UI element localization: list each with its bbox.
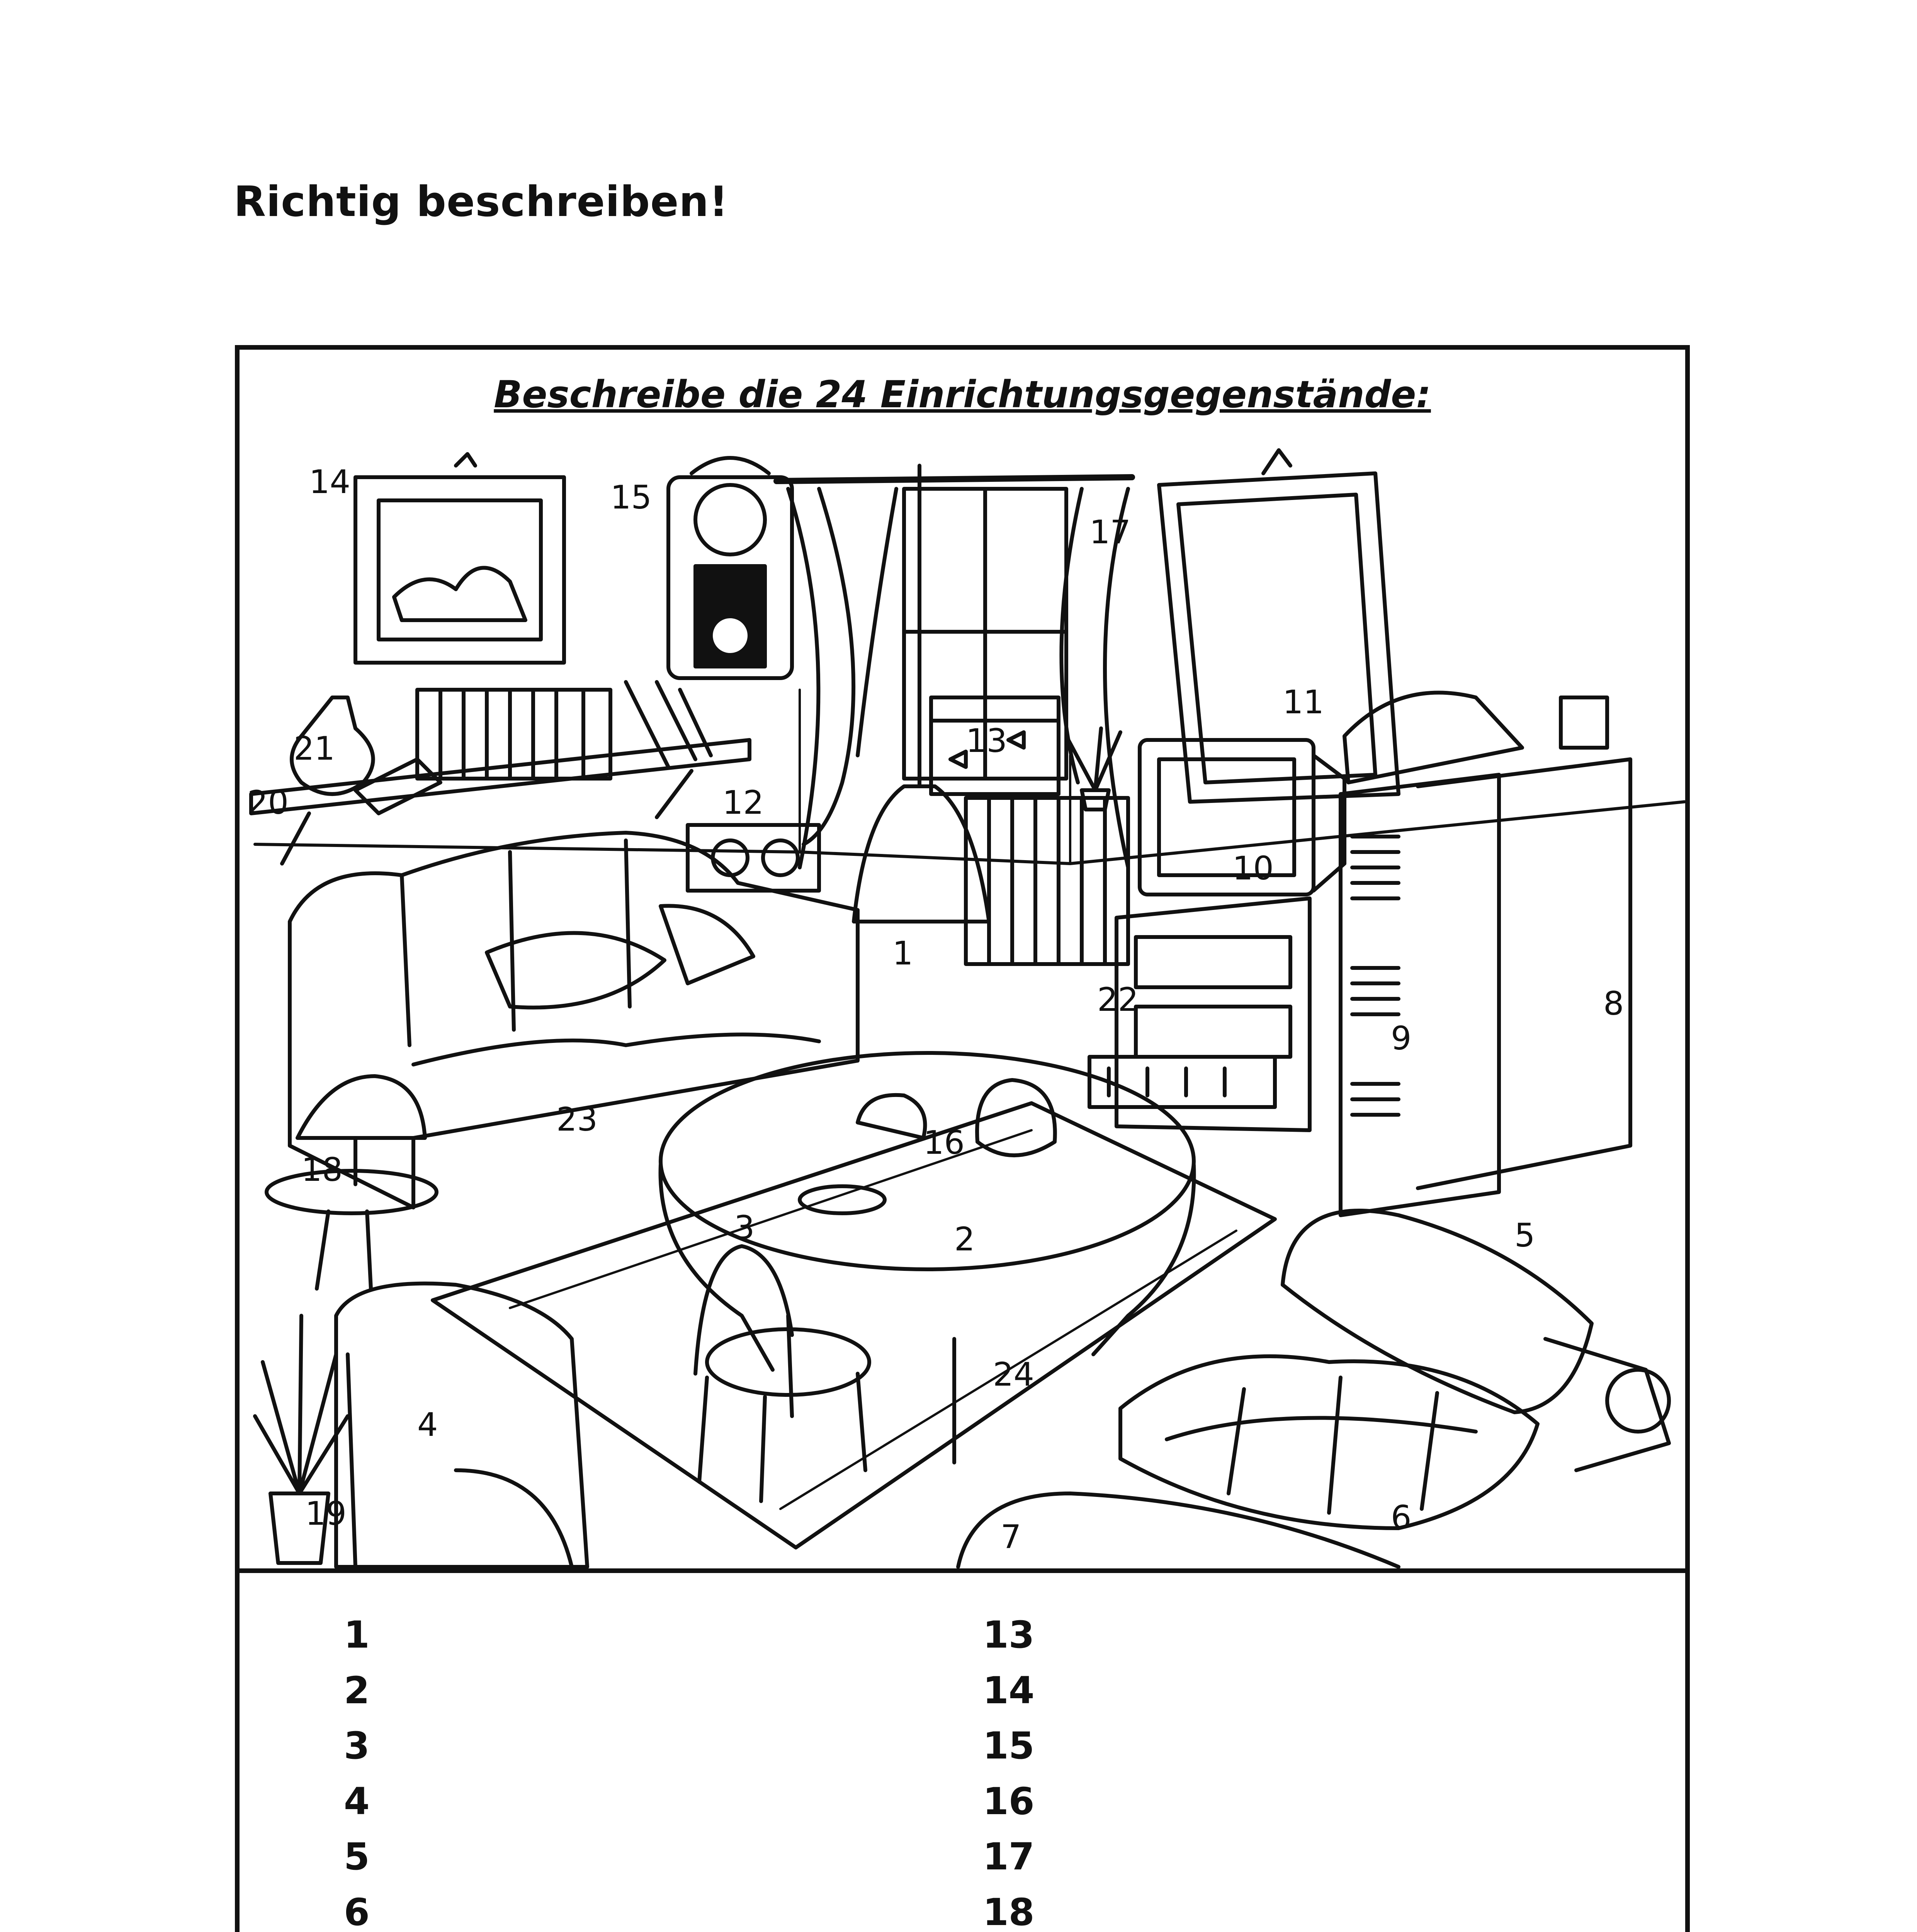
callout-number: 8 [1603, 985, 1624, 1022]
callout-number: 22 [1097, 981, 1139, 1019]
callout-number: 6 [1391, 1498, 1412, 1536]
callout-number: 20 [247, 784, 289, 821]
answer-line: 14 [983, 1668, 1035, 1712]
answer-line: 18 [983, 1890, 1035, 1932]
callout-number: 1 [892, 934, 913, 972]
exercise-instruction: Beschreibe die 24 Einrichtungsgegenstände: [494, 373, 1431, 416]
callout-number: 17 [1089, 513, 1131, 551]
callout-number: 11 [1283, 683, 1324, 721]
living-room-illustration [240, 350, 1685, 1573]
callout-number: 19 [305, 1495, 347, 1532]
living-room-drawing [240, 350, 1685, 1568]
answer-line: 5 [344, 1835, 370, 1878]
framed-picture [355, 454, 564, 663]
answer-line: 16 [983, 1779, 1035, 1823]
radiator [966, 798, 1128, 964]
sofa [290, 833, 858, 1208]
callout-number: 21 [294, 730, 335, 767]
answer-line: 3 [344, 1724, 370, 1767]
answer-list-left [344, 1607, 396, 1932]
armchair [336, 1284, 587, 1567]
answer-list-right [983, 1607, 1035, 1932]
callout-number: 12 [722, 784, 764, 821]
callout-number: 14 [309, 463, 350, 501]
exercise-frame [235, 345, 1690, 1932]
callout-number: 15 [610, 478, 652, 516]
answer-line: 13 [983, 1613, 1035, 1656]
callout-number: 23 [556, 1100, 598, 1138]
callout-number: 16 [923, 1124, 965, 1162]
answer-line: 2 [344, 1668, 370, 1712]
callout-number: 2 [954, 1220, 975, 1258]
callout-number: 3 [734, 1209, 755, 1247]
wardrobe [1341, 693, 1630, 1216]
answer-line: 6 [344, 1890, 370, 1932]
wall-shelf [251, 682, 749, 864]
callout-number: 18 [301, 1151, 343, 1189]
callout-number: 4 [417, 1406, 438, 1444]
callout-number: 7 [1001, 1518, 1021, 1556]
pendulum-clock [668, 458, 792, 678]
answer-line: 15 [983, 1724, 1035, 1767]
callout-number: 13 [966, 722, 1007, 760]
callout-number: 5 [1514, 1216, 1535, 1254]
chair [695, 1246, 869, 1501]
mirror [1159, 450, 1399, 802]
answer-line: 1 [344, 1613, 370, 1656]
answer-line: 4 [344, 1779, 370, 1823]
callout-number: 10 [1232, 849, 1274, 887]
table-with-tea-set [661, 1053, 1194, 1463]
callout-number: 9 [1391, 1019, 1412, 1057]
answer-line: 17 [983, 1835, 1035, 1878]
page-title: Richtig beschreiben! [234, 178, 729, 226]
callout-number: 24 [993, 1355, 1034, 1393]
hanging-lamp [854, 466, 989, 922]
table-lamp [267, 1076, 437, 1289]
